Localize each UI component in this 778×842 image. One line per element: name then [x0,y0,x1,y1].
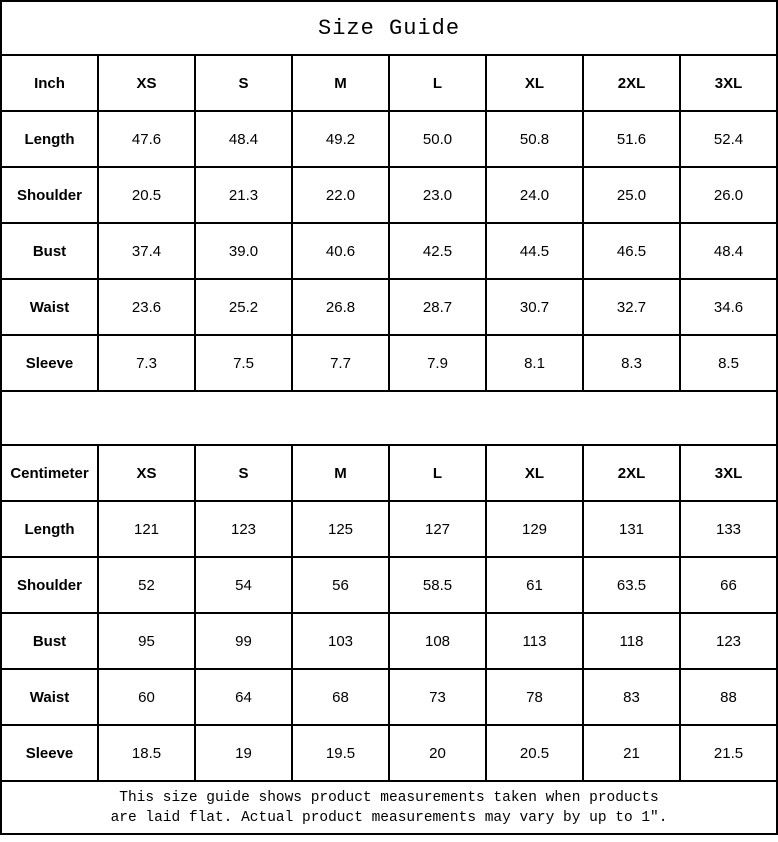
value-cell: 21.5 [680,725,777,781]
value-cell: 34.6 [680,279,777,335]
row-label-cell: Length [1,501,98,557]
size-header-3xl: 3XL [680,55,777,111]
value-cell: 58.5 [389,557,486,613]
value-cell: 113 [486,613,583,669]
table-row [1,669,777,725]
value-cell: 66 [680,557,777,613]
table-row [1,725,777,781]
value-cell: 32.7 [583,279,680,335]
size-header-l: L [389,55,486,111]
value-cell: 52 [98,557,195,613]
row-label-cell: Waist [1,279,98,335]
value-cell: 99 [195,613,292,669]
value-cell: 51.6 [583,111,680,167]
value-cell: 125 [292,501,389,557]
table-row [1,613,777,669]
spacer [1,391,777,445]
value-cell: 47.6 [98,111,195,167]
table-row [1,111,777,167]
value-cell: 60 [98,669,195,725]
unit-header-cell-centimeter: Centimeter [1,445,98,501]
table-row [1,279,777,335]
value-cell: 133 [680,501,777,557]
value-cell: 78 [486,669,583,725]
value-cell: 40.6 [292,223,389,279]
value-cell: 44.5 [486,223,583,279]
value-cell: 23.6 [98,279,195,335]
value-cell: 8.3 [583,335,680,391]
value-cell: 8.1 [486,335,583,391]
value-cell: 26.8 [292,279,389,335]
size-header-s: S [195,55,292,111]
value-cell: 42.5 [389,223,486,279]
row-label-cell: Bust [1,613,98,669]
value-cell: 64 [195,669,292,725]
value-cell: 123 [195,501,292,557]
value-cell: 129 [486,501,583,557]
value-cell: 127 [389,501,486,557]
value-cell: 50.8 [486,111,583,167]
size-header-l: L [389,445,486,501]
size-header-3xl: 3XL [680,445,777,501]
value-cell: 19 [195,725,292,781]
size-header-xs: XS [98,445,195,501]
value-cell: 56 [292,557,389,613]
value-cell: 118 [583,613,680,669]
footer-row [1,781,777,834]
table-row [1,223,777,279]
table-row [1,557,777,613]
value-cell: 103 [292,613,389,669]
value-cell: 23.0 [389,167,486,223]
size-header-2xl: 2XL [583,55,680,111]
value-cell: 39.0 [195,223,292,279]
footer-note-line1: This size guide shows product measurements taken when products [119,789,659,806]
size-header-2xl: 2XL [583,445,680,501]
value-cell: 18.5 [98,725,195,781]
value-cell: 19.5 [292,725,389,781]
value-cell: 20.5 [98,167,195,223]
size-header-xs: XS [98,55,195,111]
size-header-xl: XL [486,445,583,501]
value-cell: 26.0 [680,167,777,223]
size-header-m: M [292,55,389,111]
size-header-m: M [292,445,389,501]
value-cell: 48.4 [680,223,777,279]
value-cell: 73 [389,669,486,725]
value-cell: 54 [195,557,292,613]
table-row [1,335,777,391]
row-label-cell: Sleeve [1,335,98,391]
value-cell: 52.4 [680,111,777,167]
centimeter-header-row [1,445,777,501]
value-cell: 25.0 [583,167,680,223]
value-cell: 20.5 [486,725,583,781]
value-cell: 7.7 [292,335,389,391]
value-cell: 108 [389,613,486,669]
value-cell: 37.4 [98,223,195,279]
inch-header-row [1,55,777,111]
value-cell: 25.2 [195,279,292,335]
footer-note [1,781,777,834]
value-cell: 83 [583,669,680,725]
value-cell: 22.0 [292,167,389,223]
value-cell: 21.3 [195,167,292,223]
row-label-cell: Bust [1,223,98,279]
footer-note-line2: are laid flat. Actual product measurements may vary by up to 1″. [110,809,668,826]
row-label-cell: Waist [1,669,98,725]
value-cell: 49.2 [292,111,389,167]
value-cell: 48.4 [195,111,292,167]
row-label-cell: Sleeve [1,725,98,781]
value-cell: 68 [292,669,389,725]
table-row [1,167,777,223]
title-row [1,1,777,55]
unit-header-cell-inch: Inch [1,55,98,111]
value-cell: 7.9 [389,335,486,391]
value-cell: 24.0 [486,167,583,223]
row-label-cell: Shoulder [1,557,98,613]
value-cell: 7.3 [98,335,195,391]
value-cell: 28.7 [389,279,486,335]
value-cell: 95 [98,613,195,669]
value-cell: 7.5 [195,335,292,391]
value-cell: 20 [389,725,486,781]
size-header-s: S [195,445,292,501]
value-cell: 123 [680,613,777,669]
value-cell: 50.0 [389,111,486,167]
value-cell: 21 [583,725,680,781]
value-cell: 61 [486,557,583,613]
value-cell: 46.5 [583,223,680,279]
value-cell: 131 [583,501,680,557]
value-cell: 8.5 [680,335,777,391]
size-header-xl: XL [486,55,583,111]
row-label-cell: Length [1,111,98,167]
table-row [1,501,777,557]
value-cell: 121 [98,501,195,557]
spacer-row [1,391,777,445]
value-cell: 30.7 [486,279,583,335]
value-cell: 63.5 [583,557,680,613]
page-title: Size Guide [1,1,777,55]
value-cell: 88 [680,669,777,725]
row-label-cell: Shoulder [1,167,98,223]
